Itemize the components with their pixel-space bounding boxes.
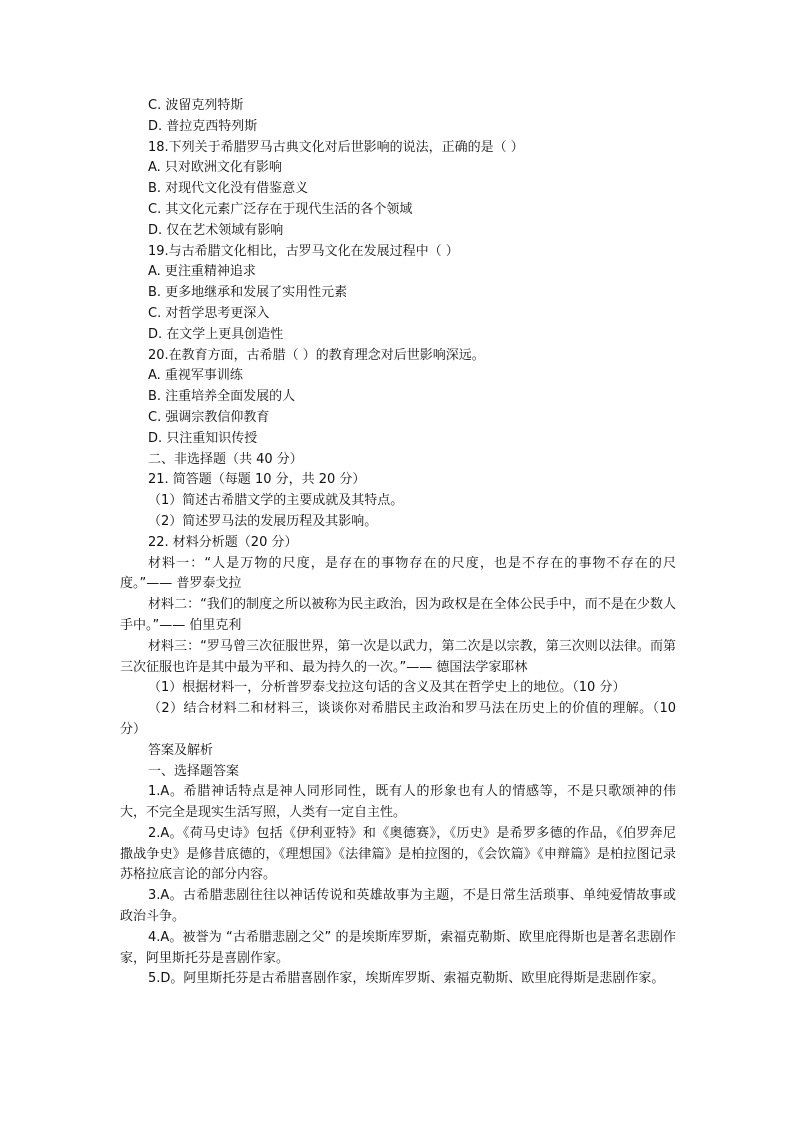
question-21-part-1: （1）简述古希腊文学的主要成就及其特点。 [148, 493, 404, 509]
q19-option-d: D. 在文学上更具创造性 [148, 326, 284, 342]
answer-4: 4.A。被誉为 “古希腊悲剧之父” 的是埃斯库罗斯，索福克勒斯、欧里庇得斯也是著名悲剧作家，阿里斯托芬是喜剧作家。 [120, 929, 676, 966]
question-22-part-2: （2）结合材料二和材料三，谈谈你对希腊民主政治和罗马法在历史上的价值的理解。（10 分） [120, 701, 676, 737]
q20-option-b: B. 注重培养全面发展的人 [148, 389, 296, 405]
q19-option-c: C. 对哲学思考更深入 [148, 305, 270, 321]
material-2: 材料二：“我们的制度之所以被称为民主政治，因为政权是在全体公民手中，而不是在少数人手中。”—— 伯里克利 [120, 597, 676, 633]
q20-option-a: A. 重视军事训练 [148, 368, 243, 384]
answer-1: 1.A。希腊神话特点是神人同形同性，既有人的形象也有人的情感等，不是只歌颂神的伟大，不完全是现实生活写照，人类有一定自主性。 [120, 784, 676, 821]
q17-option-c: C. 波留克列特斯 [148, 98, 244, 113]
answer-2: 2.A。《荷马史诗》包括《伊利亚特》和《奥德赛》，《历史》是希罗多德的作品，《伯罗奔尼撒战争史》是修昔底德的，《理想国》《法律篇》是柏拉图的，《会饮篇》《申辩篇》是柏拉图记录苏格拉底言论的部分内容。 [120, 825, 676, 883]
question-18: 18.下列关于希腊罗马古典文化对后世影响的说法，正确的是（ ） [148, 139, 524, 155]
q18-option-c: C. 其文化元素广泛存在于现代生活的各个领域 [148, 201, 413, 217]
question-21-heading: 21. 简答题（每题 10 分，共 20 分） [148, 472, 366, 488]
answer-3: 3.A。古希腊悲剧往往以神话传说和英雄故事为主题，不是日常生活琐事、单纯爱情故事或政治斗争。 [120, 888, 676, 925]
q19-option-b: B. 更多地继承和发展了实用性元素 [148, 285, 348, 301]
section-heading-non-choice: 二、非选择题（共 40 分） [148, 451, 303, 467]
question-19: 19.与古希腊文化相比，古罗马文化在发展过程中（ ） [148, 243, 459, 259]
material-1: 材料一：“人是万物的尺度，是存在的事物存在的尺度，也是不存在的事物不存在的尺度。”—— 普罗泰戈拉 [120, 555, 676, 592]
q17-option-d: D. 普拉克西特列斯 [148, 118, 258, 134]
question-20: 20.在教育方面，古希腊（ ）的教育理念对后世影响深远。 [148, 347, 485, 363]
material-3: 材料三：“罗马曾三次征服世界，第一次是以武力，第二次是以宗教，第三次则以法律。而第三次征服也许是其中最为平和、最为持久的一次。”—— 德国法学家耶林 [120, 638, 676, 675]
q20-option-c: C. 强调宗教信仰教育 [148, 409, 270, 425]
question-22-heading: 22. 材料分析题（20 分） [148, 534, 298, 550]
q20-option-d: D. 只注重知识传授 [148, 430, 258, 446]
q18-option-b: B. 对现代文化没有借鉴意义 [148, 181, 309, 197]
answers-heading: 答案及解析 [148, 742, 214, 758]
answers-section-heading: 一、选择题答案 [148, 763, 240, 779]
q18-option-d: D. 仅在艺术领域有影响 [148, 222, 284, 238]
question-22-part-1: （1）根据材料一，分析普罗泰戈拉这句话的含义及其在哲学史上的地位。（10 分） [148, 680, 626, 696]
q18-option-a: A. 只对欧洲文化有影响 [148, 160, 282, 176]
document-body [120, 96, 676, 990]
question-21-part-2: （2）简述罗马法的发展历程及其影响。 [148, 513, 378, 529]
answer-5: 5.D。阿里斯托芬是古希腊喜剧作家，埃斯库罗斯、索福克勒斯、欧里庇得斯是悲剧作家。 [148, 971, 665, 987]
q19-option-a: A. 更注重精神追求 [148, 264, 256, 280]
